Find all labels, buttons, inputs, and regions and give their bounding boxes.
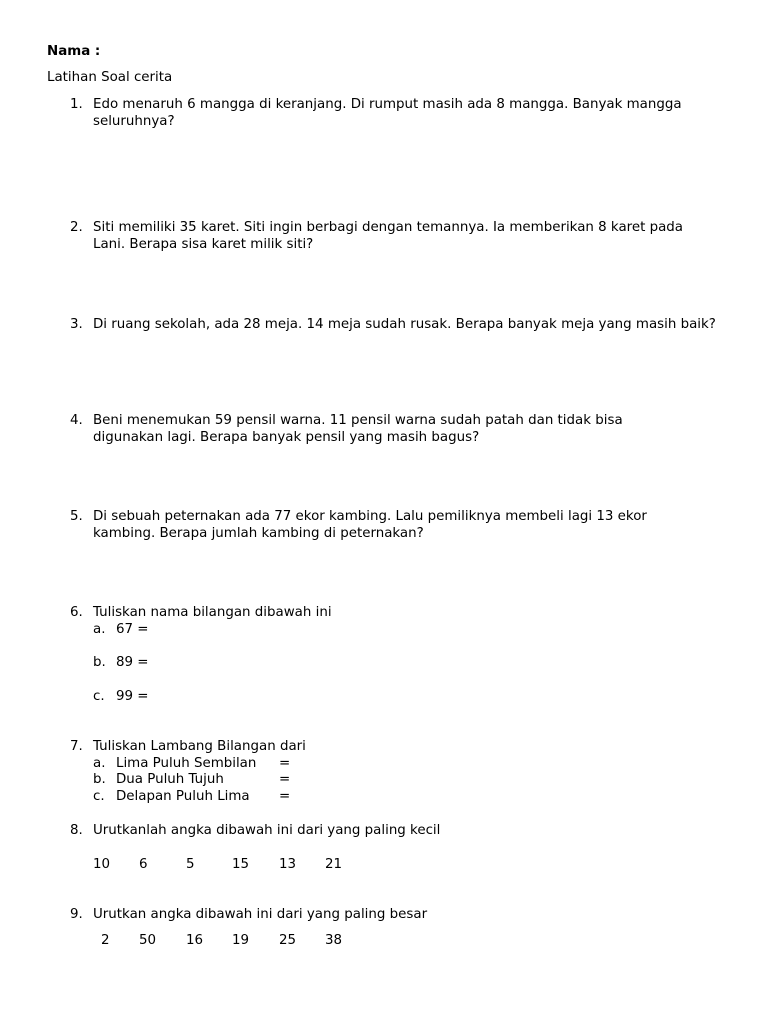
equals-sign: = xyxy=(279,756,291,771)
sub-item-text: Delapan Puluh Lima xyxy=(116,789,250,804)
sub-item-letter: b. xyxy=(93,655,106,670)
question-number: 9. xyxy=(70,907,83,922)
question-number: 1. xyxy=(70,97,83,112)
question-number: 2. xyxy=(70,220,83,235)
sub-item-letter: b. xyxy=(93,772,106,787)
equals-sign: = xyxy=(279,789,291,804)
sub-item-letter: a. xyxy=(93,756,106,771)
question-text: Edo menaruh 6 mangga di keranjang. Di rumput masih ada 8 mangga. Banyak mangga seluruhnya? xyxy=(93,97,682,129)
sub-item-letter: a. xyxy=(93,622,106,637)
name-label: Nama : xyxy=(47,44,101,59)
question-number: 7. xyxy=(70,739,83,754)
sub-item-letter: c. xyxy=(93,689,105,704)
question-text: Beni menemukan 59 pensil warna. 11 pensil warna sudah patah dan tidak bisa digunakan lagi. Berapa banyak pensil yang masih bagus? xyxy=(93,413,623,445)
sub-item-text: 67 = xyxy=(116,622,149,637)
sequence-number: 21 xyxy=(325,857,343,872)
sub-item-text: Dua Puluh Tujuh xyxy=(116,772,224,787)
sequence-number: 2 xyxy=(101,933,110,948)
sequence-number: 5 xyxy=(186,857,195,872)
question-number: 8. xyxy=(70,823,83,838)
sub-item-text: 89 = xyxy=(116,655,149,670)
sequence-number: 38 xyxy=(325,933,343,948)
equals-sign: = xyxy=(279,772,291,787)
question-number: 5. xyxy=(70,509,83,524)
question-text: Di sebuah peternakan ada 77 ekor kambing. Lalu pemiliknya membeli lagi 13 ekor kambing. Berapa jumlah kambing di peternakan? xyxy=(93,509,647,541)
sequence-number: 6 xyxy=(139,857,148,872)
sub-item-text: 99 = xyxy=(116,689,149,704)
sequence-number: 25 xyxy=(279,933,297,948)
question-text: Di ruang sekolah, ada 28 meja. 14 meja sudah rusak. Berapa banyak meja yang masih baik? xyxy=(93,317,716,332)
sequence-number: 10 xyxy=(93,857,111,872)
sequence-number: 19 xyxy=(232,933,250,948)
question-text: Urutkanlah angka dibawah ini dari yang paling kecil xyxy=(93,823,441,838)
sequence-number: 13 xyxy=(279,857,297,872)
sequence-number: 15 xyxy=(232,857,250,872)
question-number: 3. xyxy=(70,317,83,332)
sub-item-letter: c. xyxy=(93,789,105,804)
worksheet-subtitle: Latihan Soal cerita xyxy=(47,70,173,85)
question-text: Siti memiliki 35 karet. Siti ingin berbagi dengan temannya. Ia memberikan 8 karet pada Lani. Berapa sisa karet milik siti? xyxy=(93,220,684,252)
question-text: Urutkan angka dibawah ini dari yang paling besar xyxy=(93,907,428,922)
question-number: 4. xyxy=(70,413,83,428)
question-text: Tuliskan nama bilangan dibawah ini xyxy=(93,605,332,620)
question-text: Tuliskan Lambang Bilangan dari xyxy=(93,739,306,754)
sequence-number: 50 xyxy=(139,933,157,948)
sequence-number: 16 xyxy=(186,933,204,948)
sub-item-text: Lima Puluh Sembilan xyxy=(116,756,257,771)
question-number: 6. xyxy=(70,605,83,620)
